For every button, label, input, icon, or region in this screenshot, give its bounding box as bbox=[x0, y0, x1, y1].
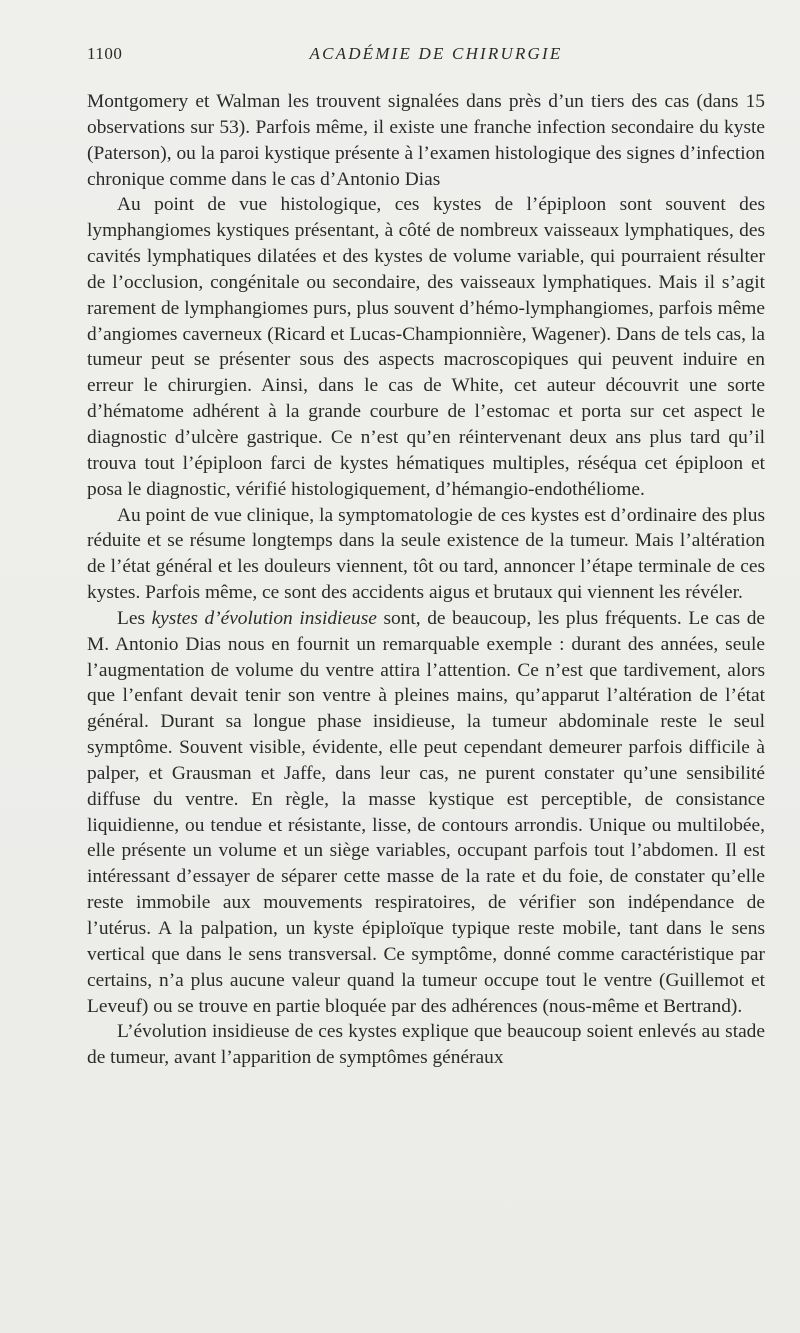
paragraph-clinical: Au point de vue clinique, la symptomatologie de ces kystes est d’ordinaire des plus réduite et se résume longtemps dans la seule existence de la tumeur. Mais l’altération de l’état général et les douleurs viennent, tôt ou tard, annoncer l’étape terminale de ces kystes. Parfois même, ce sont des accidents aigus et brutaux qui viennent les révéler. bbox=[87, 504, 765, 604]
paragraph-insidious-cysts bbox=[87, 606, 765, 1020]
emphasis-term: kystes d’évolution insidieuse bbox=[151, 607, 377, 629]
paragraph-histology: Au point de vue histologique, ces kystes de l’épiploon sont souvent des lymphangiomes kystiques présentant, à côté de nombreux vaisseaux lymphatiques, des cavités lymphatiques dilatées et des kystes de volume variable, qui pourraient résulter de l’occlusion, congénitale ou secondaire, des vaisseaux lymphatiques. Mais il s’agit rarement de lymphangiomes purs, plus souvent d’hémo-lymphangiomes, parfois même d’angiomes caverneux (Ricard et Lucas-Championnière, Wagener). Dans de tels cas, la tumeur peut se présenter sous des aspects macroscopiques qui peuvent induire en erreur le chirurgien. Ainsi, dans le cas de White, cet auteur découvrit une sorte d’hématome adhérent à la grande courbure de l’estomac et porta sur cet aspect le diagnostic d’ulcère gastrique. Ce n’est qu’en réintervenant deux ans plus tard qu’il trouva tout l’épiploon farci de kystes hématiques multiples, réséqua cet épiploon et posa le diagnostic, vérifié histologiquement, d’hémangio-endothéliome. bbox=[87, 194, 765, 500]
paragraph-rest: sont, de beaucoup, les plus fréquents. Le cas de M. Antonio Dias nous en fournit un remarquable exemple : durant des années, seule l’augmentation de volume du ventre attira l’attention. Ce n’est que tardivement, alors que l’enfant devait tenir son ventre à pleines mains, qu’apparut l’altération de l’état général. Durant sa longue phase insidieuse, la tumeur abdominale reste le seul symptôme. Souvent visible, évidente, elle peut cependant demeurer parfois difficile à palper, et Grausman et Jaffe, dans leur cas, ne purent constater qu’une sensibilité diffuse du ventre. En règle, la masse kystique est perceptible, de consistance liquidienne, ou tendue et résistante, lisse, de contours arrondis. Unique ou multilobée, elle présente un volume et un siège variables, occupant parfois tout l’abdomen. Il est intéressant d’essayer de séparer cette masse de la rate et du foie, de constater qu’elle reste immobile aux mouvements respiratoires, de vérifier son indépendance de l’utérus. A la palpation, un kyste épiploïque typique reste mobile, tant dans le sens vertical que dans le sens transversal. Ce symptôme, donné comme caractéristique par certains, n’a plus aucune valeur quand la tumeur occupe tout le ventre (Guillemot et Leveuf) ou se trouve en partie bloquée par des adhérences (nous-même et Bertrand). bbox=[87, 607, 765, 1017]
page-number: 1100 bbox=[87, 44, 123, 63]
body-text bbox=[87, 89, 765, 1071]
paragraph-lead: Les bbox=[117, 607, 152, 629]
running-head bbox=[87, 44, 765, 70]
paragraph-evolution: L’évolution insidieuse de ces kystes explique que beaucoup soient enlevés au stade de tumeur, avant l’apparition de symptômes généraux bbox=[87, 1021, 765, 1069]
paragraph-continuation: Montgomery et Walman les trouvent signalées dans près d’un tiers des cas (dans 15 observations sur 53). Parfois même, il existe une franche infection secondaire du kyste (Paterson), ou la paroi kystique présente à l’examen histologique des signes d’infection chronique comme dans le cas d’Antonio Dias bbox=[87, 91, 765, 190]
running-title: ACADÉMIE DE CHIRURGIE bbox=[309, 44, 563, 63]
